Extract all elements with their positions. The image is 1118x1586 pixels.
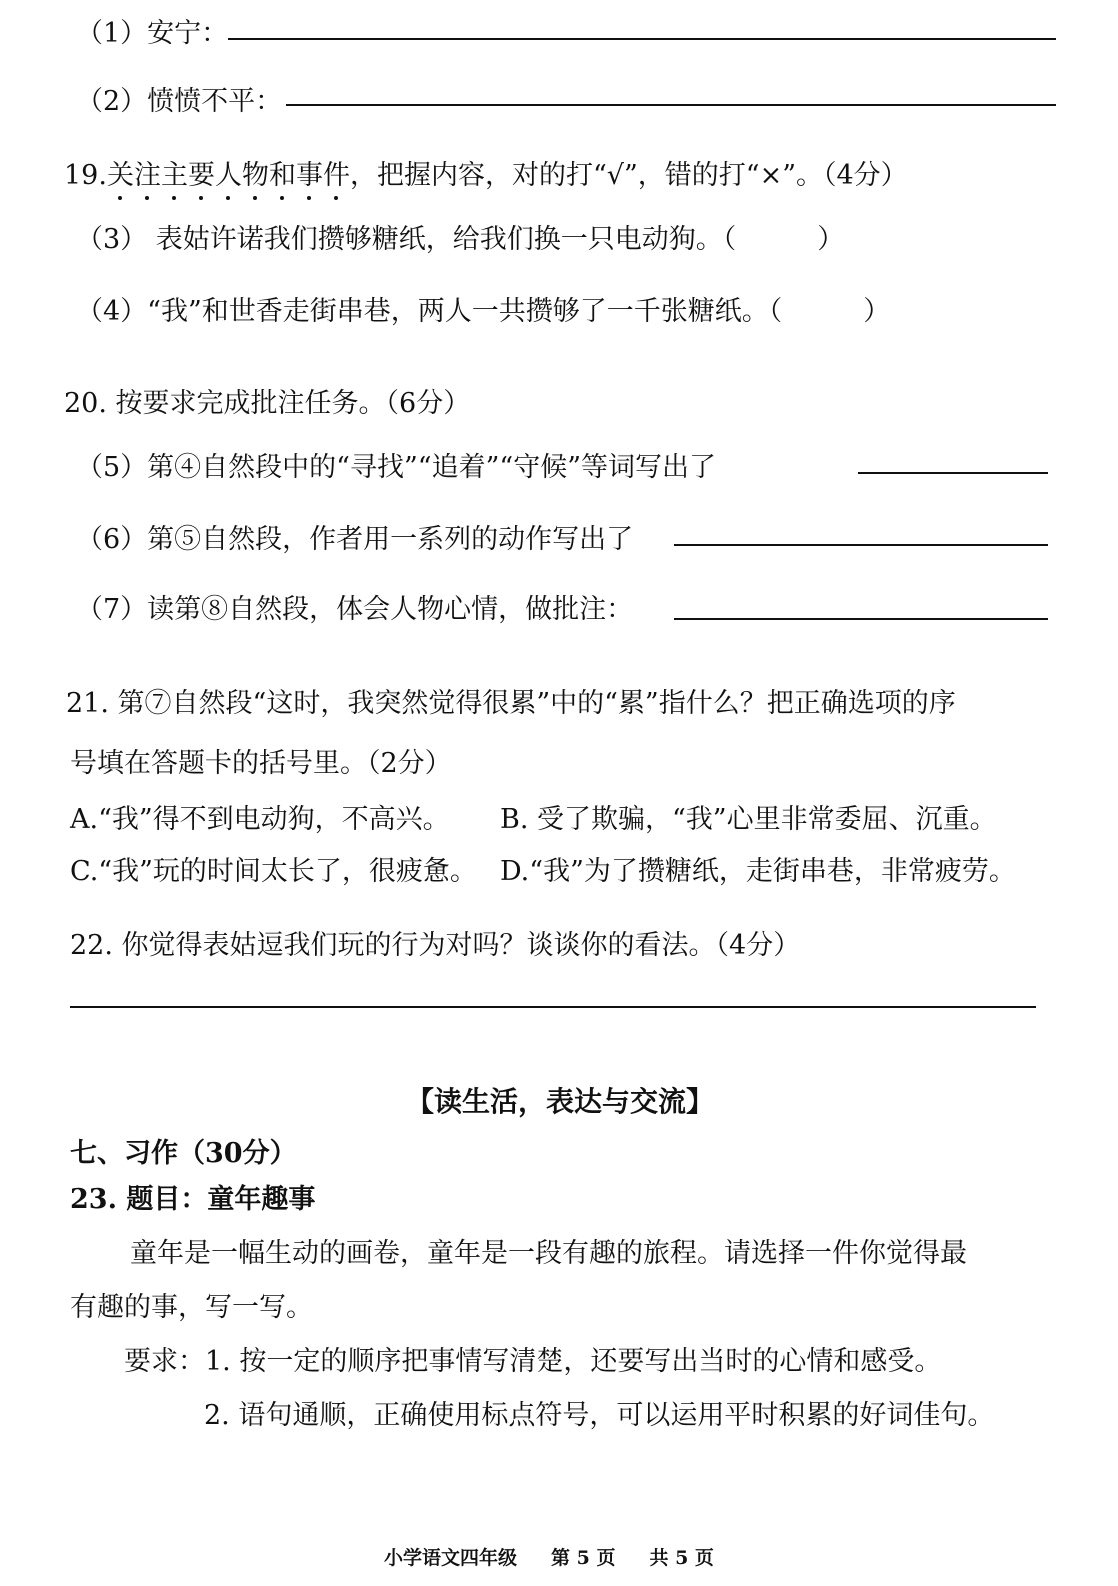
- q23-requirement-2: 2. 语句通顺，正确使用标点符号，可以运用平时积累的好词佳句。: [204, 1400, 995, 1431]
- q20-item7-answer-line[interactable]: [674, 618, 1048, 620]
- footer-page: 第 5 页: [551, 1547, 616, 1569]
- q20-item5-answer-line[interactable]: [858, 472, 1048, 474]
- q19-emphasized-text: [107, 160, 350, 191]
- emphasis-char: 人: [215, 158, 242, 194]
- q19-prompt-rest: ，把握内容，对的打“√”，错的打“×”。（4分）: [349, 160, 908, 191]
- emphasis-char: 事: [296, 158, 323, 194]
- q23-body-line1: 童年是一幅生动的画卷，童年是一段有趣的旅程。请选择一件你觉得最: [130, 1238, 967, 1269]
- q21-option-c: C.“我”玩的时间太长了，很疲惫。: [70, 856, 477, 887]
- q23-body-line2: 有趣的事，写一写。: [70, 1292, 313, 1323]
- page-footer: [384, 1545, 714, 1571]
- emphasis-char: 关: [107, 158, 134, 194]
- q21-prompt-line1: 21. 第⑦自然段“这时，我突然觉得很累”中的“累”指什么？把正确选项的序: [66, 688, 956, 719]
- emphasis-char: 主: [161, 158, 188, 194]
- section-title: 【读生活，表达与交流】: [406, 1085, 715, 1118]
- q21-option-a: A.“我”得不到电动狗，不高兴。: [70, 804, 450, 835]
- q19-number: 19.: [64, 160, 107, 191]
- q22-prompt: 22. 你觉得表姑逗我们玩的行为对吗？谈谈你的看法。（4分）: [70, 930, 801, 961]
- emphasis-char: 物: [242, 158, 269, 194]
- q19-prompt: [64, 158, 908, 194]
- q21-option-b: B. 受了欺骗，“我”心里非常委屈、沉重。: [500, 804, 997, 835]
- q20-item6-answer-line[interactable]: [674, 544, 1048, 546]
- q18-item2-answer-line[interactable]: [286, 104, 1056, 106]
- q18-item1-label: （1）安宁：: [76, 18, 229, 49]
- emphasis-char: 要: [188, 158, 215, 194]
- q19-item4: （4）“我”和世香走街串巷，两人一共攒够了一千张糖纸。（ ）: [76, 296, 891, 327]
- q21-prompt-line2: 号填在答题卡的括号里。（2分）: [70, 748, 452, 779]
- q20-item7: （7）读第⑧自然段，体会人物心情，做批注：: [76, 594, 634, 625]
- q22-answer-line[interactable]: [70, 1006, 1036, 1008]
- q21-option-d: D.“我”为了攒糖纸，走街串巷，非常疲劳。: [500, 856, 1016, 887]
- emphasis-char: 和: [269, 158, 296, 194]
- emphasis-char: 件: [323, 158, 350, 194]
- q19-item3: （3） 表姑许诺我们攒够糖纸，给我们换一只电动狗。（ ）: [76, 224, 845, 255]
- emphasis-char: 注: [134, 158, 161, 194]
- q23-requirement-1: 要求：1. 按一定的顺序把事情写清楚，还要写出当时的心情和感受。: [124, 1346, 942, 1377]
- q18-item2-label: （2）愤愤不平：: [76, 86, 283, 117]
- part-heading: 七、习作（30分）: [70, 1138, 297, 1169]
- footer-total: 共 5 页: [649, 1547, 714, 1569]
- footer-subject: 小学语文四年级: [384, 1547, 518, 1569]
- q23-title: 23. 题目：童年趣事: [70, 1184, 316, 1215]
- q20-item5: （5）第④自然段中的“寻找”“追着”“守候”等词写出了: [76, 452, 716, 483]
- q20-item6: （6）第⑤自然段，作者用一系列的动作写出了: [76, 524, 634, 555]
- q18-item1-answer-line[interactable]: [228, 38, 1056, 40]
- q20-prompt: 20. 按要求完成批注任务。（6分）: [64, 388, 471, 419]
